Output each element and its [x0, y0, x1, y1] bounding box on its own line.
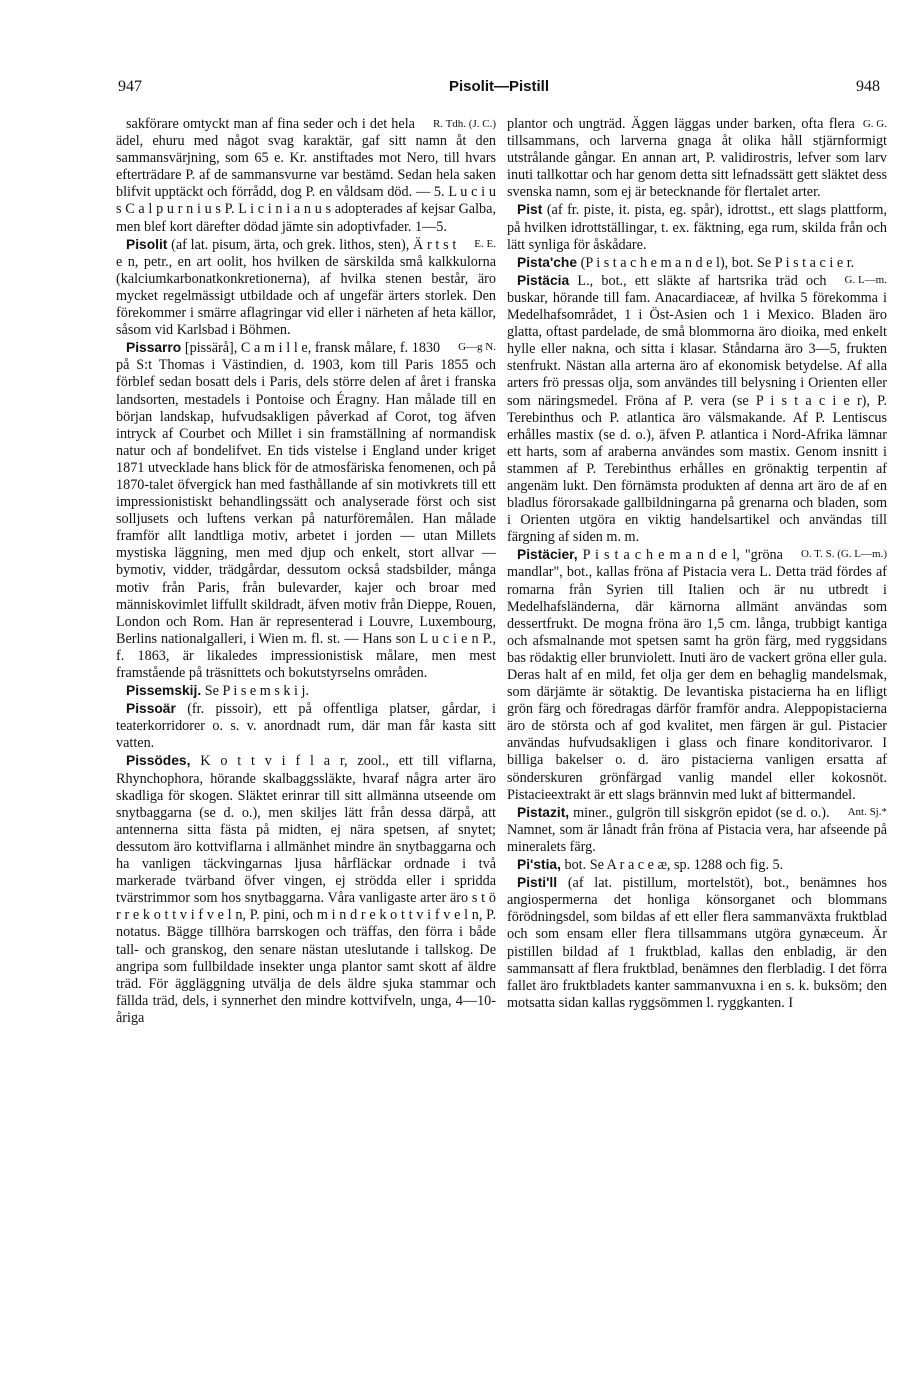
- entry-text: P i s t a c h e m a n d e l, "gröna mandlar", bot., kallas fröna af Pistacia vera L. Detta träd fördes af romarna från Syrien till Italien och är nu utbredt i Medelhafsländerna, där kärnorna allmänt användas som dessertfrukt. De mogna fröna äro 1,5 cm. långa, trubbigt kantiga och afsmalnande mot spetsen samt ha grön färg, med ryggsidans bas rödaktig eller brunviolett. Inuti äro de vackert gröna eller gula. Deras halt af en mild, fet olja ger dem en behaglig mandelsmak, som därjämte är sötaktig. De levantiska pistacierna ha en lifligt grön färg och föredragas därför framför andra. Aleppopistacierna äro de största och af god kvalitet, men färgen är gul. Pistacier användas hufvudsakligen i glass och finare konditorivaror. I billiga bakelser o. d. äro pistacierna vanligen ersatta af sönderskuren grönfärgad vanlig mandel eller kokosnöt. Pistacieextrakt är ett slags brännvin med lukt af bittermandel.: [507, 547, 887, 803]
- entry-text: (af lat. pisum, ärta, och grek. lithos, sten), Ä r t s t e n, petr., en art oolit, hos hvilken de särskilda små kalkkulorna (kalciumkarbonatkonkretionerna), af hvilka stenen består, äro mycket regelmässigt utbildade och af ungefär ärters storlek. Den förekommer i smärre aflagringar vid eller i närheten af heta källor, såsom vid Karlsbad i Böhmen.: [116, 236, 496, 339]
- page-number-right: 948: [856, 78, 880, 95]
- entry-headword: Pisti'll: [517, 875, 558, 891]
- right-column-body: [507, 116, 887, 1012]
- entry-headword: Pissoär: [126, 701, 176, 717]
- dictionary-entry: [507, 201, 887, 253]
- entry-text: Se P i s e m s k i j.: [204, 683, 310, 700]
- dictionary-entry: [507, 272, 887, 547]
- dictionary-entry: [507, 546, 887, 803]
- entry-headword: Pissödes,: [126, 753, 191, 769]
- entry-text: (af lat. pistillum, mortelstöt), bot., benämnes hos angiospermerna det honliga könsorganet och blommans förödningsdel, som bildas af ett eller flera sammanväxta fruktblad och som ensam eller flera tillsammans utgöra gynæceum. Är pistillen bildad af 1 fruktblad, kallas den enbladig, är den sammansatt af flera fruktblad, benämnes den flerbladig. I det förra fallet äro fruktbladets kanter sammanvuxna i en s. k. buksöm; den motsatta sidan kallas ryggsömmen l. ryggkanten. I: [507, 875, 887, 1011]
- entry-text: L., bot., ett släkte af hartsrika träd och buskar, hörande till fam. Anacardiaceæ, af hvilka 5 förekomma i Medelhafsområdet, 1 i Öst-Asien och 1 i Mexico. Bladen äro glatta, oftast pardelade, de små blommorna äro dioika, med enkelt hylle eller nakna, och sitta i klasar. Ståndarna äro 3—5, frukten stenfrukt. Nästan alla arterna äro af ekonomisk betydelse. Af alla arters frö pressas olja, som användes till belysning i Orienten eller som näringsmedel. Fröna af P. vera (se P i s t a c i e r), P. Terebinthus och P. atlantica äro välsmakande. Af P. Lentiscus erhålles mastix (se d. o.), äfven P. atlantica i Nord-Afrika lämnar ett harts, som af araberna användes som mastix. Genom insnitt i stammen af P. Terebinthus erhålles en grönaktig terpentin af angenäm lukt. Den förnämsta produkten af denna art äro de af en bladlus förorsakade gallbildningarna på grenarna och bladen, som i Orienten utgöra en viktig handelsartikel och användas till färgning af siden m. m.: [507, 272, 887, 546]
- left-column-body: [116, 116, 496, 1027]
- entry-headword: Pissarro: [126, 340, 182, 356]
- entry-signature: G. G.: [862, 118, 887, 130]
- dictionary-entry: [116, 682, 496, 700]
- dictionary-entry: [507, 804, 887, 856]
- entry-headword: Pissemskij.: [126, 683, 202, 699]
- entry-text: (fr. pissoir), ett på offentliga platser, gårdar, i teaterkorridorer o. s. v. anordnadt rum, där man får kasta sitt vatten.: [116, 701, 496, 752]
- right-column: [507, 116, 887, 1366]
- entry-text: plantor och ungträd. Äggen läggas under barken, ofta flera tillsammans, och larverna gnaga åt olika håll stjärnformigt utstrålande gångar. En annan art, P. validirostris, lefver som larv inuti tallkottar och har genom detta sitt lefnadssätt gett släktet dess svenska namn, som ej är betecknande för flertalet arter.: [507, 116, 887, 201]
- entry-text: miner., gulgrön till siskgrön epidot (se d. o.). Namnet, som är lånadt från fröna af Pistacia vera, har afseende på mineralets färg.: [507, 804, 887, 855]
- entry-signature: Ant. Sj.*: [847, 805, 887, 818]
- entry-headword: Pistäcia: [517, 272, 570, 288]
- entry-signature: R. Tdh. (J. C.): [432, 118, 496, 130]
- dictionary-entry: [116, 752, 496, 1027]
- entry-text: K o t t v i f l a r, zool., ett till viflarna, Rhynchophora, hörande skalbaggssläkte, hvaraf några arter äro skadliga för skogen. Släktet erinrar till sitt allmänna utseende om snytbaggarna (se d. o.), men skiljes lätt från dessa därpå, att antennerna sitta fästa på midten, ej nära spetsen, af snytet; dessutom äro kottviflarna i allmänhet mindre än snytbaggarna och ha vanligen täckvingarnas ljusa hårfläckar ordnade i två markerade tvärband öfver vingen, ej strödda eller i spridda tvärstrimmor som hos snytbaggarna. Våra vanligaste arter äro s t ö r r e k o t t v i f v e l n, P. pini, och m i n d r e k o t t v i f v e l n, P. notatus. Bägge tillhöra barrskogen och träffas, den förra i både tall- och granskog, den senare nästan uteslutande i tallskog. De angripa som fullbildade insekter unga plantor samt skott af äldre träd. För äggläggning utvälja de dels äldre sjuka stammar och fällda träd, dels, i synnerhet den mindre kottvifveln, unga, 4—10-åriga: [116, 753, 496, 1026]
- page-header: [118, 78, 880, 102]
- dictionary-entry: [116, 236, 496, 340]
- entry-headword: Pisolit: [126, 236, 168, 252]
- dictionary-entry: [507, 874, 887, 1012]
- dictionary-entry: [116, 339, 496, 682]
- page-number-left: 947: [118, 78, 142, 95]
- entry-headword: Pistäcier,: [517, 547, 578, 563]
- entry-signature: E. E.: [474, 237, 496, 250]
- entry-signature: G—g N.: [458, 341, 496, 354]
- dictionary-entry: [507, 254, 887, 272]
- entry-headword: Pist: [517, 202, 543, 218]
- entry-text: [pissärå], C a m i l l e, fransk målare, f. 1830 på S:t Thomas i Västindien, d. 1903, kom till Paris 1855 och förblef sedan bosatt dels i Paris, dels större delen af året i franska landsorten, mestadels i Pontoise och Éragny. Han målade till en början landskap, hufvudsakligen påverkad af Corot, tog äfven intryck af Courbet och Millet i sin framställning af normandisk natur och af bondelifvet. En tids vistelse i England under kriget 1871 utvecklade hans blick för de atmosfäriska fenomenen, och på 1870-talet öfvergick han med fasthållande af sin motivkrets till ett impressionistiskt behandlingssätt och analyserade först och sist solljusets och luftens verkan på naturföremålen. Han målade framför allt landtliga motiv, arbetet i jorden — utan Millets mystiska läggning, men med djup och enkelt, stort allvar — bymotiv, vidder, trädgårdar, dessutom också stadsbilder, många motiv från Paris, från bulevarder, kajer och broar med människovimlet liffullt skildradt, äfven motiv från Dieppe, Rouen, London och Rom. Han är representerad i Louvre, Luxembourg, Berlins nationalgalleri, i Wien m. fl. st. — Hans son L u c i e n P., f. 1863, är likaledes impressionistisk målare, men mest framstående på träsnittets och bokutstyrselns områden.: [116, 340, 496, 681]
- entry-text: bot. Se A r a c e æ, sp. 1288 och fig. 5.: [564, 857, 784, 874]
- entry-signature: G. L—m.: [844, 273, 887, 286]
- entry-headword: Pistazit,: [517, 804, 570, 820]
- entry-headword: Pi'stia,: [517, 857, 561, 873]
- entry-signature: O. T. S. (G. L—m.): [800, 548, 887, 561]
- entry-text: (P i s t a c h e m a n d e l), bot. Se P i s t a c i e r.: [580, 254, 855, 271]
- dictionary-entry: [507, 856, 887, 874]
- entry-text: sakförare omtyckt man af fina seder och i det hela ädel, ehuru med något svag karaktär, gaf sitt namn åt den sammansvärjning, som 65 e. Kr. anstiftades mot Nero, till hvars efterträdare P. af de sammansvurne var bestämd. Sedan hela saken blifvit upptäckt och förrådd, dog P. en våldsam död. — 5. L u c i u s C a l p u r n i u s P. L i c i n i a n u s adopterades af kejsar Galba, men blef kort därefter dödad jämte sin adoptivfader. 1—5.: [116, 116, 496, 235]
- left-column: [116, 116, 496, 1366]
- running-head: Pisolit—Pistill: [448, 78, 550, 95]
- dictionary-entry: [116, 700, 496, 752]
- dictionary-entry: [507, 116, 887, 201]
- entry-text: (af fr. piste, it. pista, eg. spår), idrottst., ett slags plattform, på hvilken idrottställingar, t. ex. fäktning, ega rum, skilda från och lätt synliga för åskådare.: [507, 202, 887, 253]
- entry-headword: Pista'che: [517, 254, 578, 270]
- dictionary-entry: [116, 116, 496, 236]
